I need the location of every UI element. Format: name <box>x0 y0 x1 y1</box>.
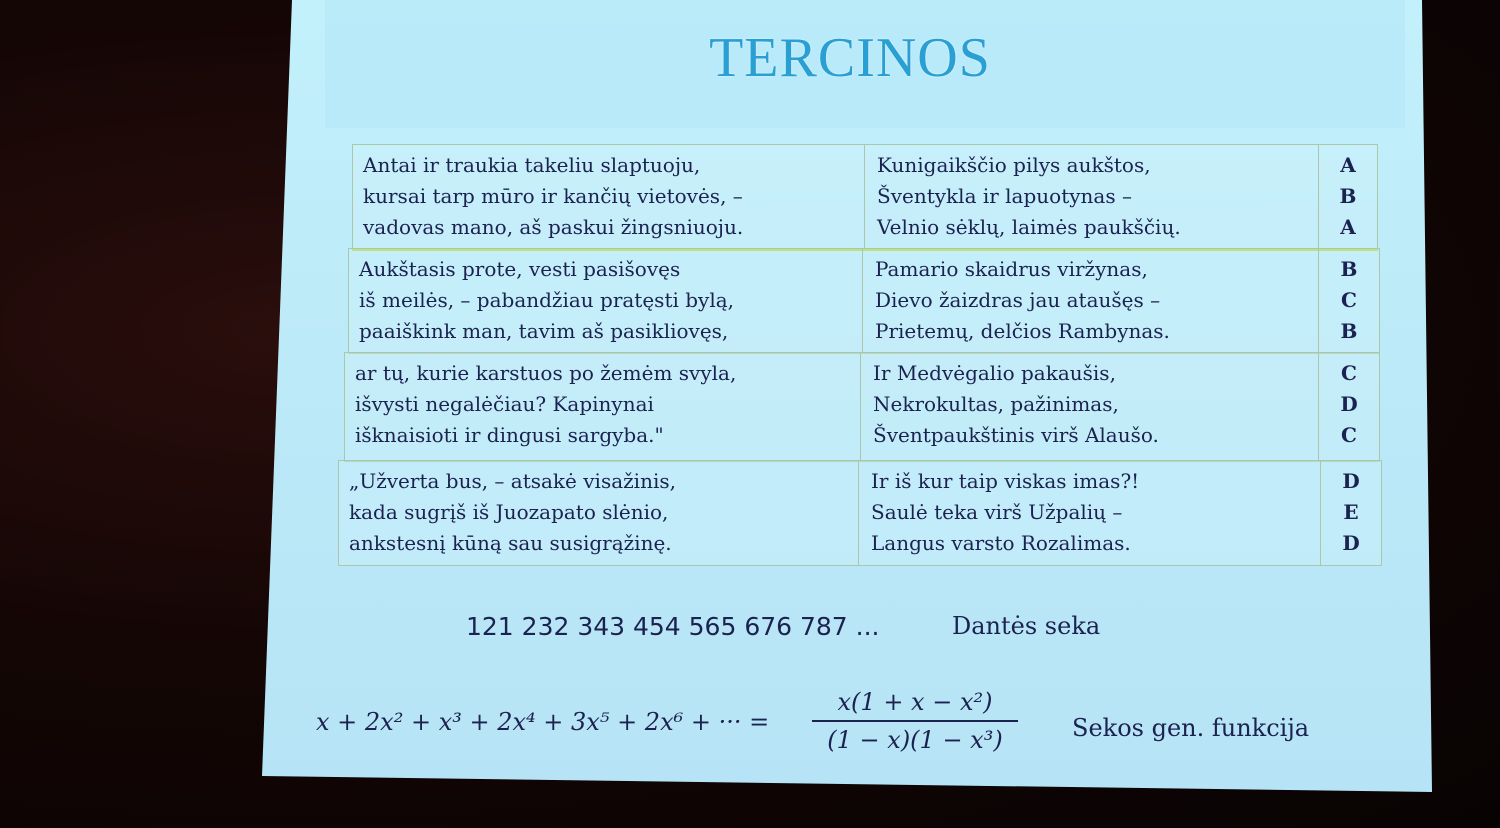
verse-line: Šventpaukštinis virš Alaušo. <box>873 423 1159 447</box>
formula-numerator: x(1 + x − x²) <box>812 688 1018 722</box>
poem-cell <box>349 249 863 353</box>
verse-line: Ir iš kur taip viskas imas?! <box>871 469 1140 493</box>
dante-sequence: 121 232 343 454 565 676 787 ... <box>466 612 880 641</box>
rhyme-letter: B <box>1339 184 1357 208</box>
verse-cell <box>859 461 1321 565</box>
verse-line: kursai tarp mūro ir kančių vietovės, – <box>363 184 743 208</box>
verse-line: ar tų, kurie karstuos po žemėm svyla, <box>355 361 737 385</box>
verse-cell <box>861 353 1319 461</box>
rhyme-letter: E <box>1343 500 1359 524</box>
rhyme-letter: A <box>1340 153 1356 177</box>
verse-line: Velnio sėklų, laimės paukščių. <box>877 215 1181 239</box>
verse-line: Saulė teka virš Užpalių – <box>871 500 1123 524</box>
poem-cell <box>339 461 859 565</box>
verse-line: Aukštasis prote, vesti pasišovęs <box>359 257 681 281</box>
poem-cell <box>345 353 861 461</box>
formula-lhs: x + 2x² + x³ + 2x⁴ + 3x⁵ + 2x⁶ + ··· = <box>316 708 770 736</box>
verse-line: Antai ir traukia takeliu slaptuoju, <box>363 153 701 177</box>
verse-line: išvysti negalėčiau? Kapinynai <box>355 392 654 416</box>
rhyme-letter: D <box>1340 392 1358 416</box>
rhyme-cell <box>1319 145 1377 249</box>
verse-cell <box>863 249 1319 353</box>
rhyme-letter: D <box>1342 531 1360 555</box>
verse-line: iš meilės, – pabandžiau pratęsti bylą, <box>359 288 735 312</box>
verse-line: Langus varsto Rozalimas. <box>871 531 1131 555</box>
verse-line: Ir Medvėgalio pakaušis, <box>873 361 1116 385</box>
rhyme-letter: C <box>1341 361 1357 385</box>
tercina-row <box>344 352 1380 462</box>
tercina-row <box>348 248 1380 354</box>
verse-line: Kunigaikščio pilys aukštos, <box>877 153 1151 177</box>
poem-cell <box>353 145 865 249</box>
rhyme-letter: D <box>1342 469 1360 493</box>
rhyme-letter: B <box>1340 257 1358 281</box>
rhyme-letter: C <box>1341 423 1357 447</box>
slide-title: TERCINOS <box>709 27 991 89</box>
verse-line: Dievo žaizdras jau ataušęs – <box>875 288 1161 312</box>
verse-line: Šventykla ir lapuotynas – <box>877 184 1132 208</box>
verse-line: Nekrokultas, pažinimas, <box>873 392 1119 416</box>
rhyme-cell <box>1321 461 1381 565</box>
sequence-label: Dantės seka <box>952 612 1101 640</box>
rhyme-cell <box>1319 353 1379 461</box>
formula-label: Sekos gen. funkcija <box>1072 714 1310 742</box>
verse-line: Prietemų, delčios Rambynas. <box>875 319 1170 343</box>
formula-denominator: (1 − x)(1 − x³) <box>827 726 1003 754</box>
verse-cell <box>865 145 1319 249</box>
rhyme-letter: B <box>1340 319 1358 343</box>
verse-line: paaiškink man, tavim aš pasikliovęs, <box>359 319 729 343</box>
formula-fraction <box>812 688 1018 754</box>
rhyme-letter: C <box>1341 288 1357 312</box>
tercina-row <box>352 144 1378 251</box>
verse-line: „Užverta bus, – atsakė visažinis, <box>349 469 676 493</box>
verse-line: išknaisioti ir dingusi sargyba." <box>355 423 664 447</box>
rhyme-letter: A <box>1340 215 1356 239</box>
verse-line: kada sugrįš iš Juozapato slėnio, <box>349 500 669 524</box>
verse-line: vadovas mano, aš paskui žingsniuoju. <box>363 215 744 239</box>
tercina-row <box>338 460 1382 566</box>
verse-line: Pamario skaidrus viržynas, <box>875 257 1148 281</box>
verse-line: ankstesnį kūną sau susigrąžinę. <box>349 531 672 555</box>
rhyme-cell <box>1319 249 1379 353</box>
